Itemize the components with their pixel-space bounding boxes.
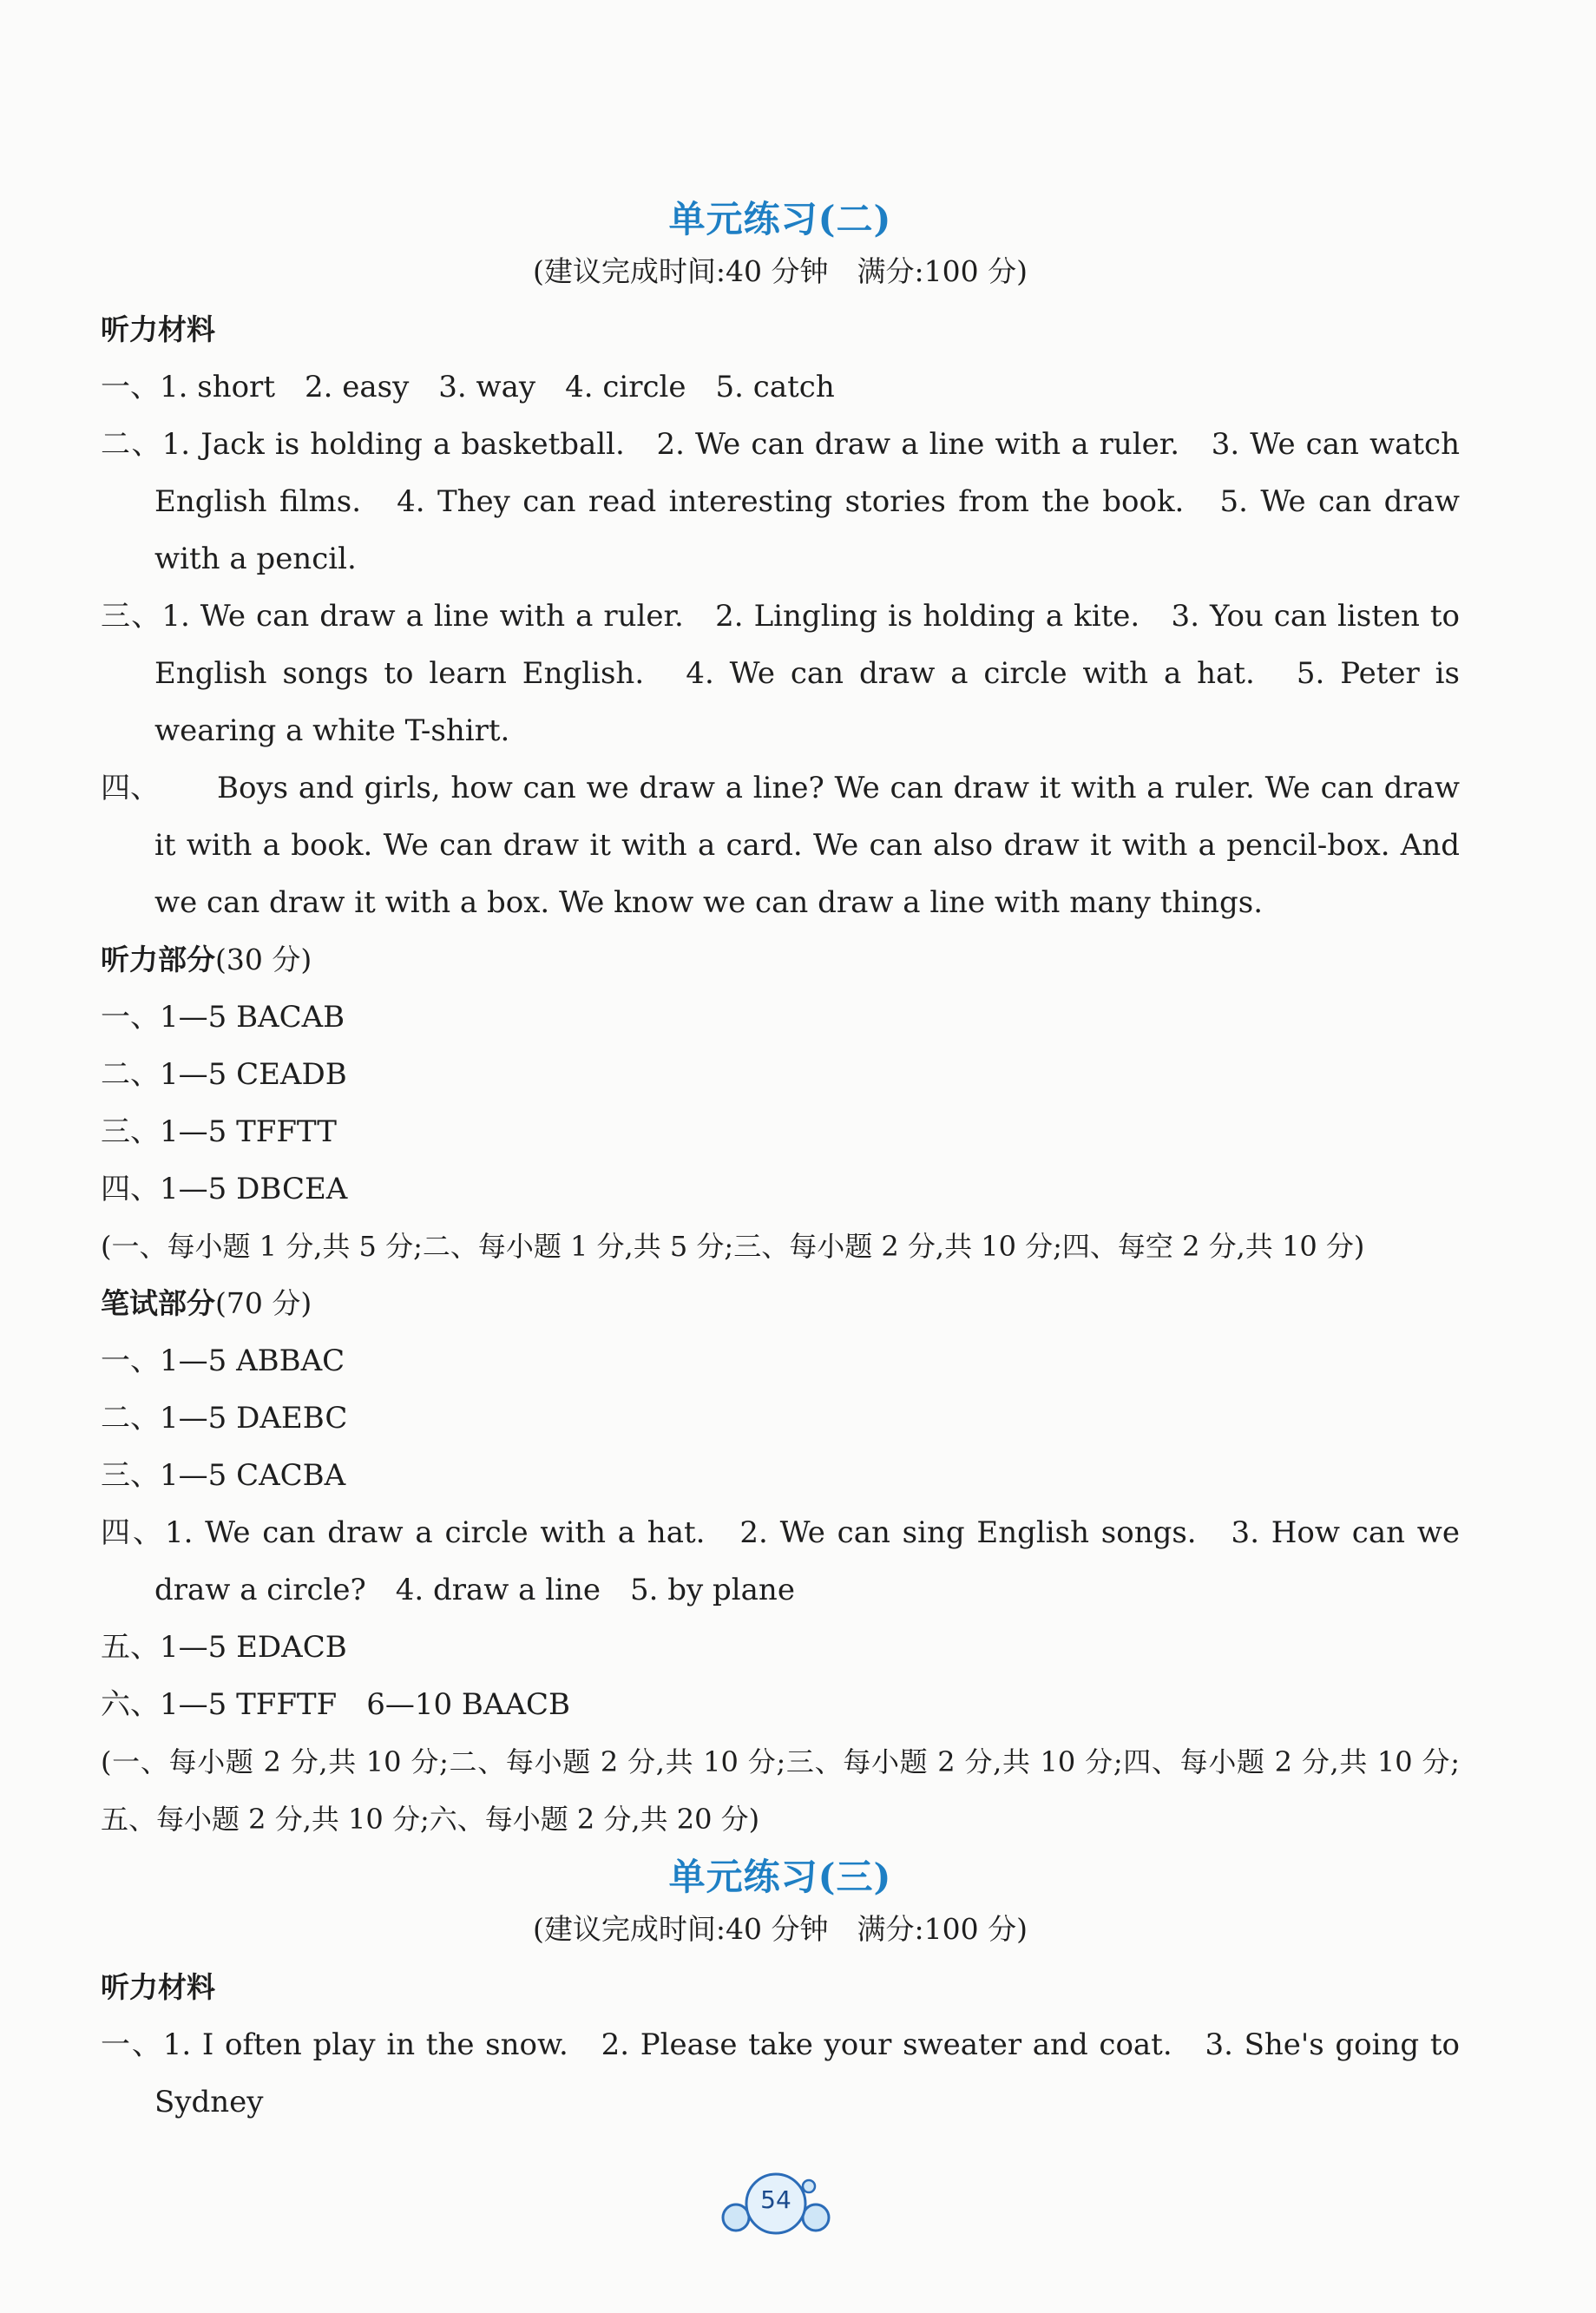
listening-answer: 三、1—5 TFFTT (101, 1114, 337, 1149)
item4-lead: 四、 (101, 771, 160, 805)
written-answer: 二、1—5 DAEBC (101, 1401, 348, 1436)
item4-text: Boys and girls, how can we draw a line? We can draw it with a ruler. We can draw it with a book. We can draw it with a card. We can also draw it with a pencil-box. And we can draw it with a box. We know we can draw a line with many things. (154, 771, 1460, 920)
written-answer: 五、1—5 EDACB (101, 1630, 347, 1665)
unit2-listening-material-heading: 听力材料 (101, 312, 215, 346)
written-answer: 一、1—5 ABBAC (101, 1344, 345, 1378)
page-number: 54 (760, 2185, 791, 2214)
listening-answer: 四、1—5 DBCEA (101, 1172, 348, 1206)
listening-scoring-note: (一、每小题 1 分,共 5 分;二、每小题 1 分,共 5 分;三、每小题 2 分,共 10 分;四、每空 2 分,共 10 分) (101, 1230, 1365, 1263)
listening-answer: 二、1—5 CEADB (101, 1057, 347, 1092)
unit2-time-note: (建议完成时间:40 分钟 满分:100 分) (533, 254, 1028, 288)
listening-material-item: 三、1. We can draw a line with a ruler. 2. Lingling is holding a kite. 3. You can listen to English songs to learn English. 4. We can draw a circle with a hat. 5. Peter is wearing a white T-shirt. (101, 599, 1460, 748)
listening-material-item: 一、1. short 2. easy 3. way 4. circle 5. catch (101, 370, 835, 404)
written-part-points: (70 分) (215, 1286, 312, 1320)
written-answer: 三、1—5 CACBA (101, 1458, 346, 1493)
unit3-listening-material-item: 一、1. I often play in the snow. 2. Please take your sweater and coat. 3. She's going to Sydney (101, 2027, 1460, 2119)
listening-material-item: 二、1. Jack is holding a basketball. 2. We can draw a line with a ruler. 3. We can watch English films. 4. They can read interesting stories from the book. 5. We can draw with a pencil. (101, 427, 1460, 576)
listening-part-title: 听力部分 (101, 943, 215, 976)
written-part-title: 笔试部分 (101, 1286, 215, 1320)
unit3-time-note: (建议完成时间:40 分钟 满分:100 分) (533, 1912, 1028, 1946)
written-answer: 四、1. We can draw a circle with a hat. 2. We can sing English songs. 3. How can we draw a circle? 4. draw a line 5. by plane (101, 1515, 1460, 1607)
written-scoring-note: (一、每小题 2 分,共 10 分;二、每小题 2 分,共 10 分;三、每小题 2 分,共 10 分;四、每小题 2 分,共 10 分;五、每小题 2 分,共 10 分;六、每小题 2 分,共 20 分) (101, 1745, 1460, 1836)
listening-part-points: (30 分) (215, 943, 312, 976)
unit2-title: 单元练习(二) (668, 198, 892, 240)
unit3-listening-material-heading: 听力材料 (101, 1970, 215, 2004)
listening-answer: 一、1—5 BACAB (101, 1000, 345, 1035)
written-part-heading (101, 1275, 1460, 1332)
unit3-title: 单元练习(三) (668, 1856, 892, 1898)
page-content (101, 195, 1460, 2131)
listening-material-item-4 (101, 759, 1460, 931)
listening-part-heading (101, 931, 1460, 989)
written-answer: 六、1—5 TFFTF 6—10 BAACB (101, 1687, 570, 1722)
